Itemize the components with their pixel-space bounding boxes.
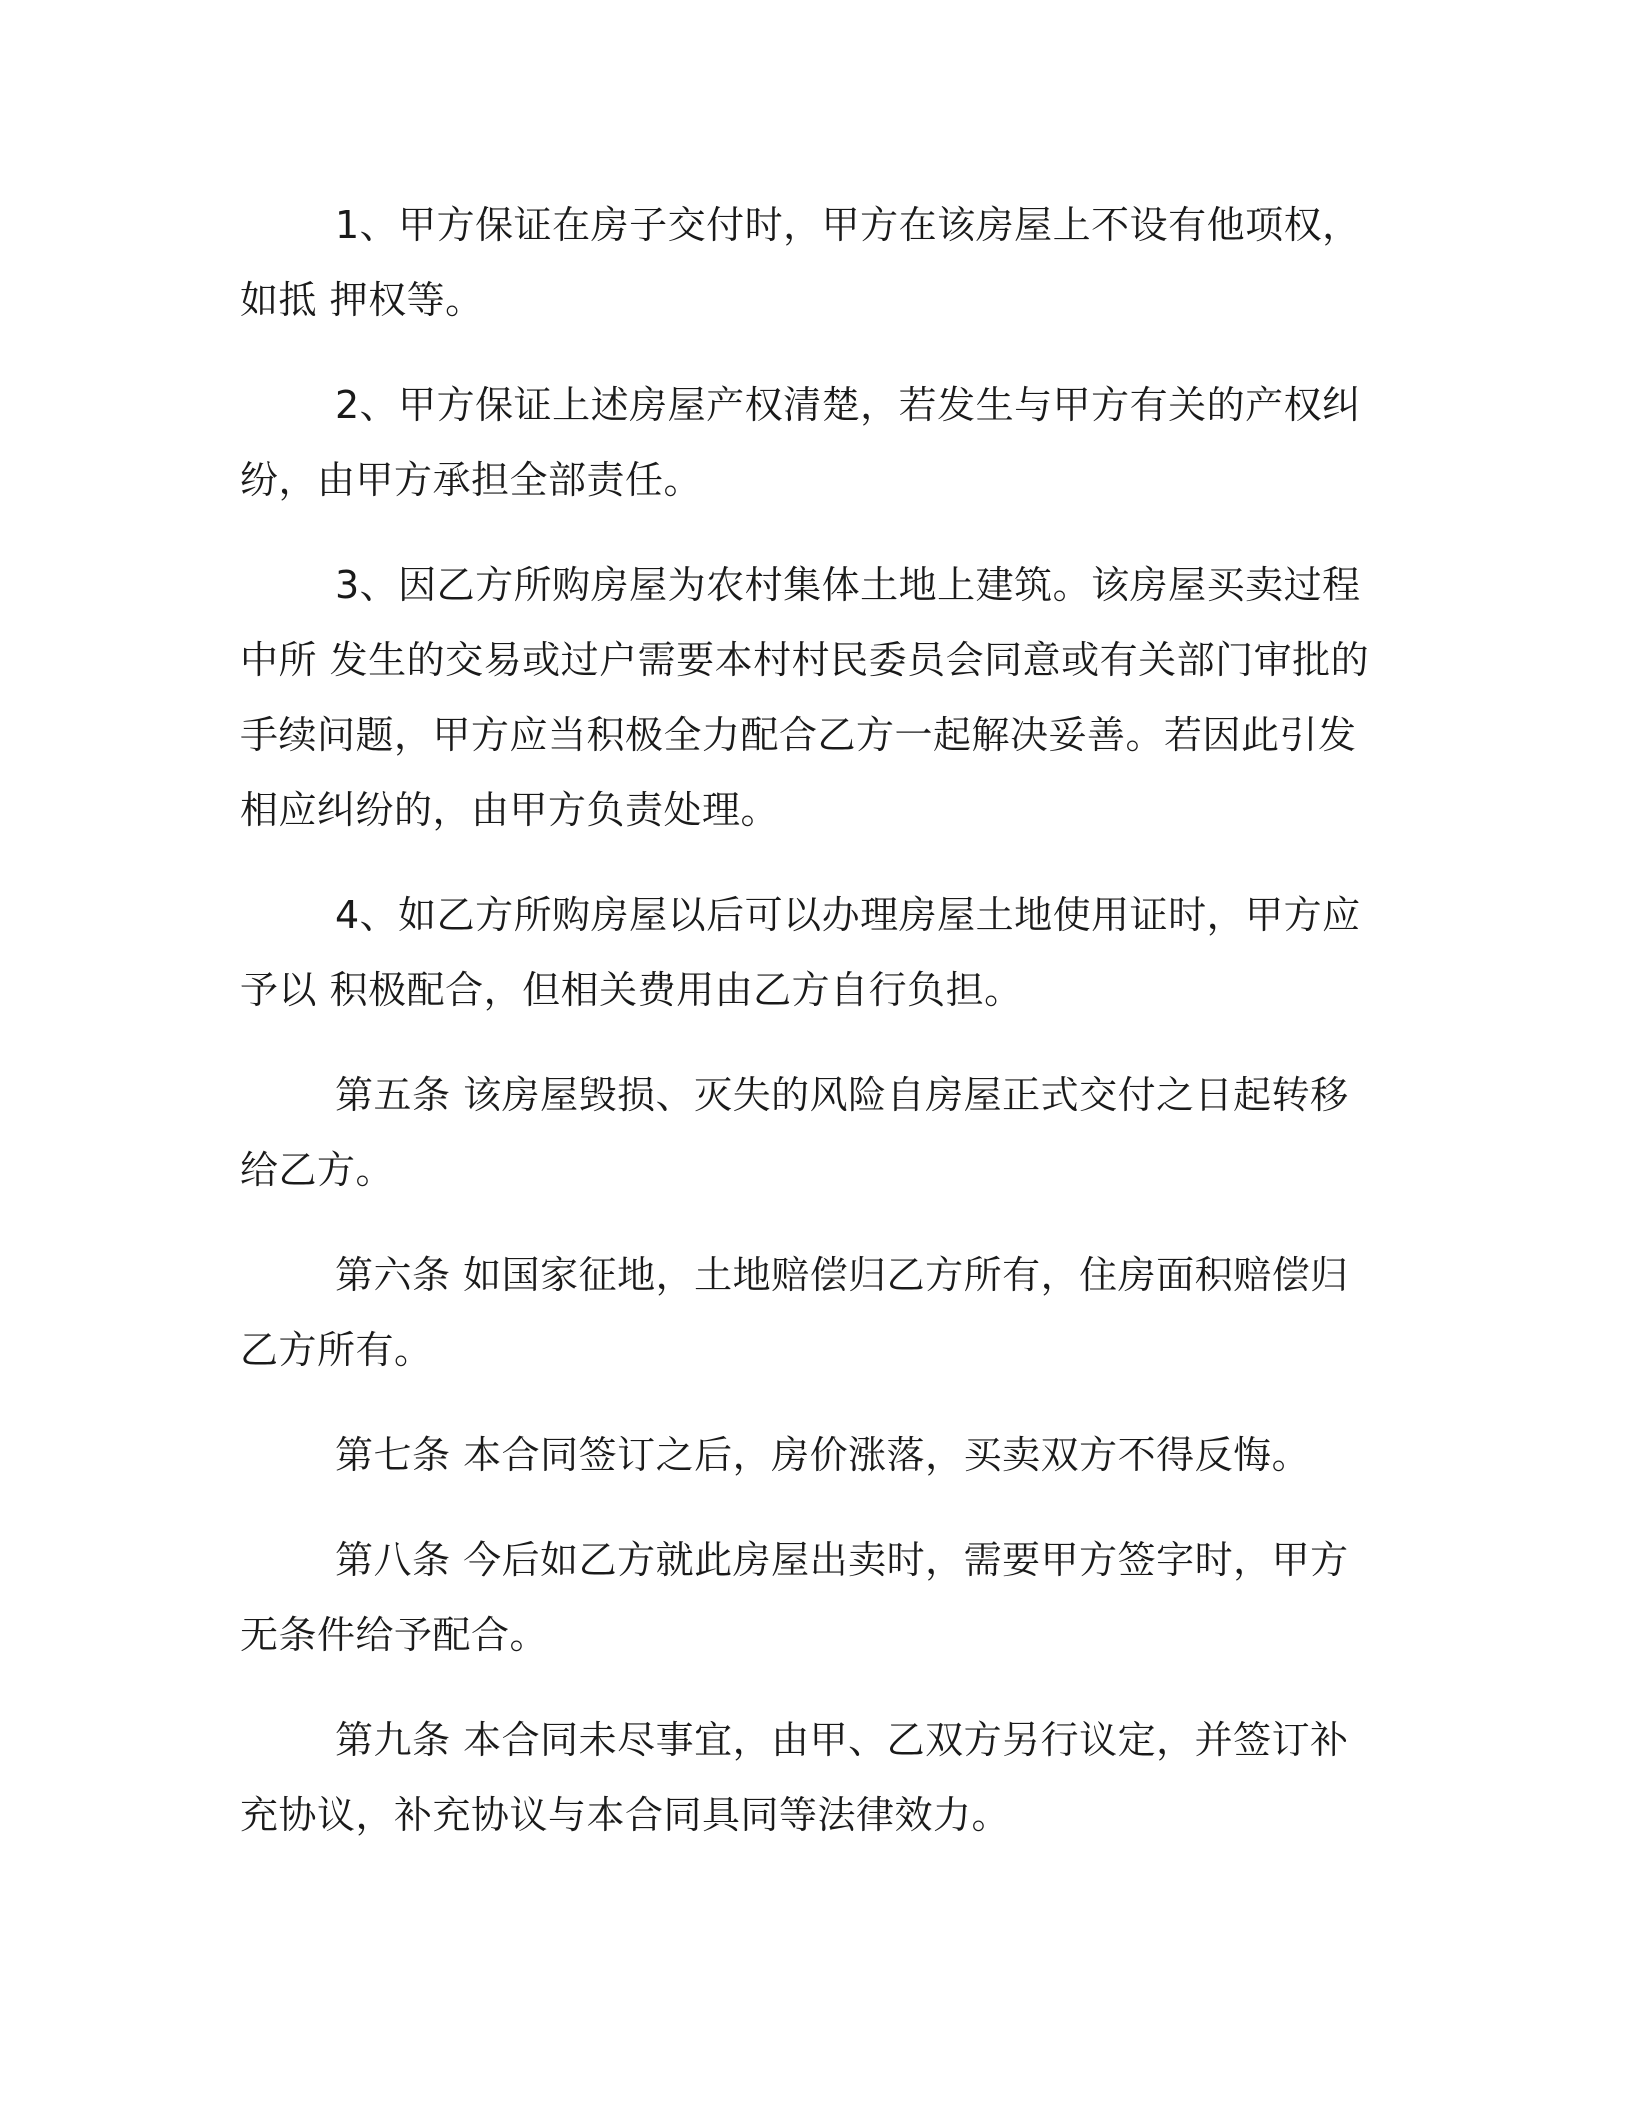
- article-7-paragraph: 第七条 本合同签订之后，房价涨落，买卖双方不得反悔。: [335, 1433, 1311, 1477]
- article-9-paragraph: 第九条 本合同未尽事宜，由甲、乙双方另行议定，并签订补充协议，补充协议与本合同具同等法律效力。: [240, 1718, 1349, 1837]
- clause-2-paragraph: 2、甲方保证上述房屋产权清楚，若发生与甲方有关的产权纠纷，由甲方承担全部责任。: [240, 383, 1361, 502]
- article-8-paragraph: 第八条 今后如乙方就此房屋出卖时，需要甲方签字时，甲方 无条件给予配合。: [240, 1538, 1362, 1657]
- clause-4-paragraph: 4、如乙方所购房屋以后可以办理房屋土地使用证时，甲方应予以 积极配合，但相关费用由乙方自行负担。: [240, 893, 1361, 1012]
- document-body: [240, 188, 1385, 1883]
- clause-1-paragraph: 1、甲方保证在房子交付时，甲方在该房屋上不设有他项权，如抵 押权等。: [240, 203, 1361, 322]
- clause-3-paragraph: 3、因乙方所购房屋为农村集体土地上建筑。该房屋买卖过程中所 发生的交易或过户需要本村村民委员会同意或有关部门审批的手续问题，甲方应当积极全力配合乙方一起解决妥善。若因此引发相应纠纷的，由甲方负责处理。: [240, 563, 1370, 832]
- article-5-paragraph: 第五条 该房屋毁损、灭失的风险自房屋正式交付之日起转移给乙方。: [240, 1073, 1349, 1192]
- article-6-paragraph: 第六条 如国家征地，土地赔偿归乙方所有，住房面积赔偿归乙方所有。: [240, 1253, 1349, 1372]
